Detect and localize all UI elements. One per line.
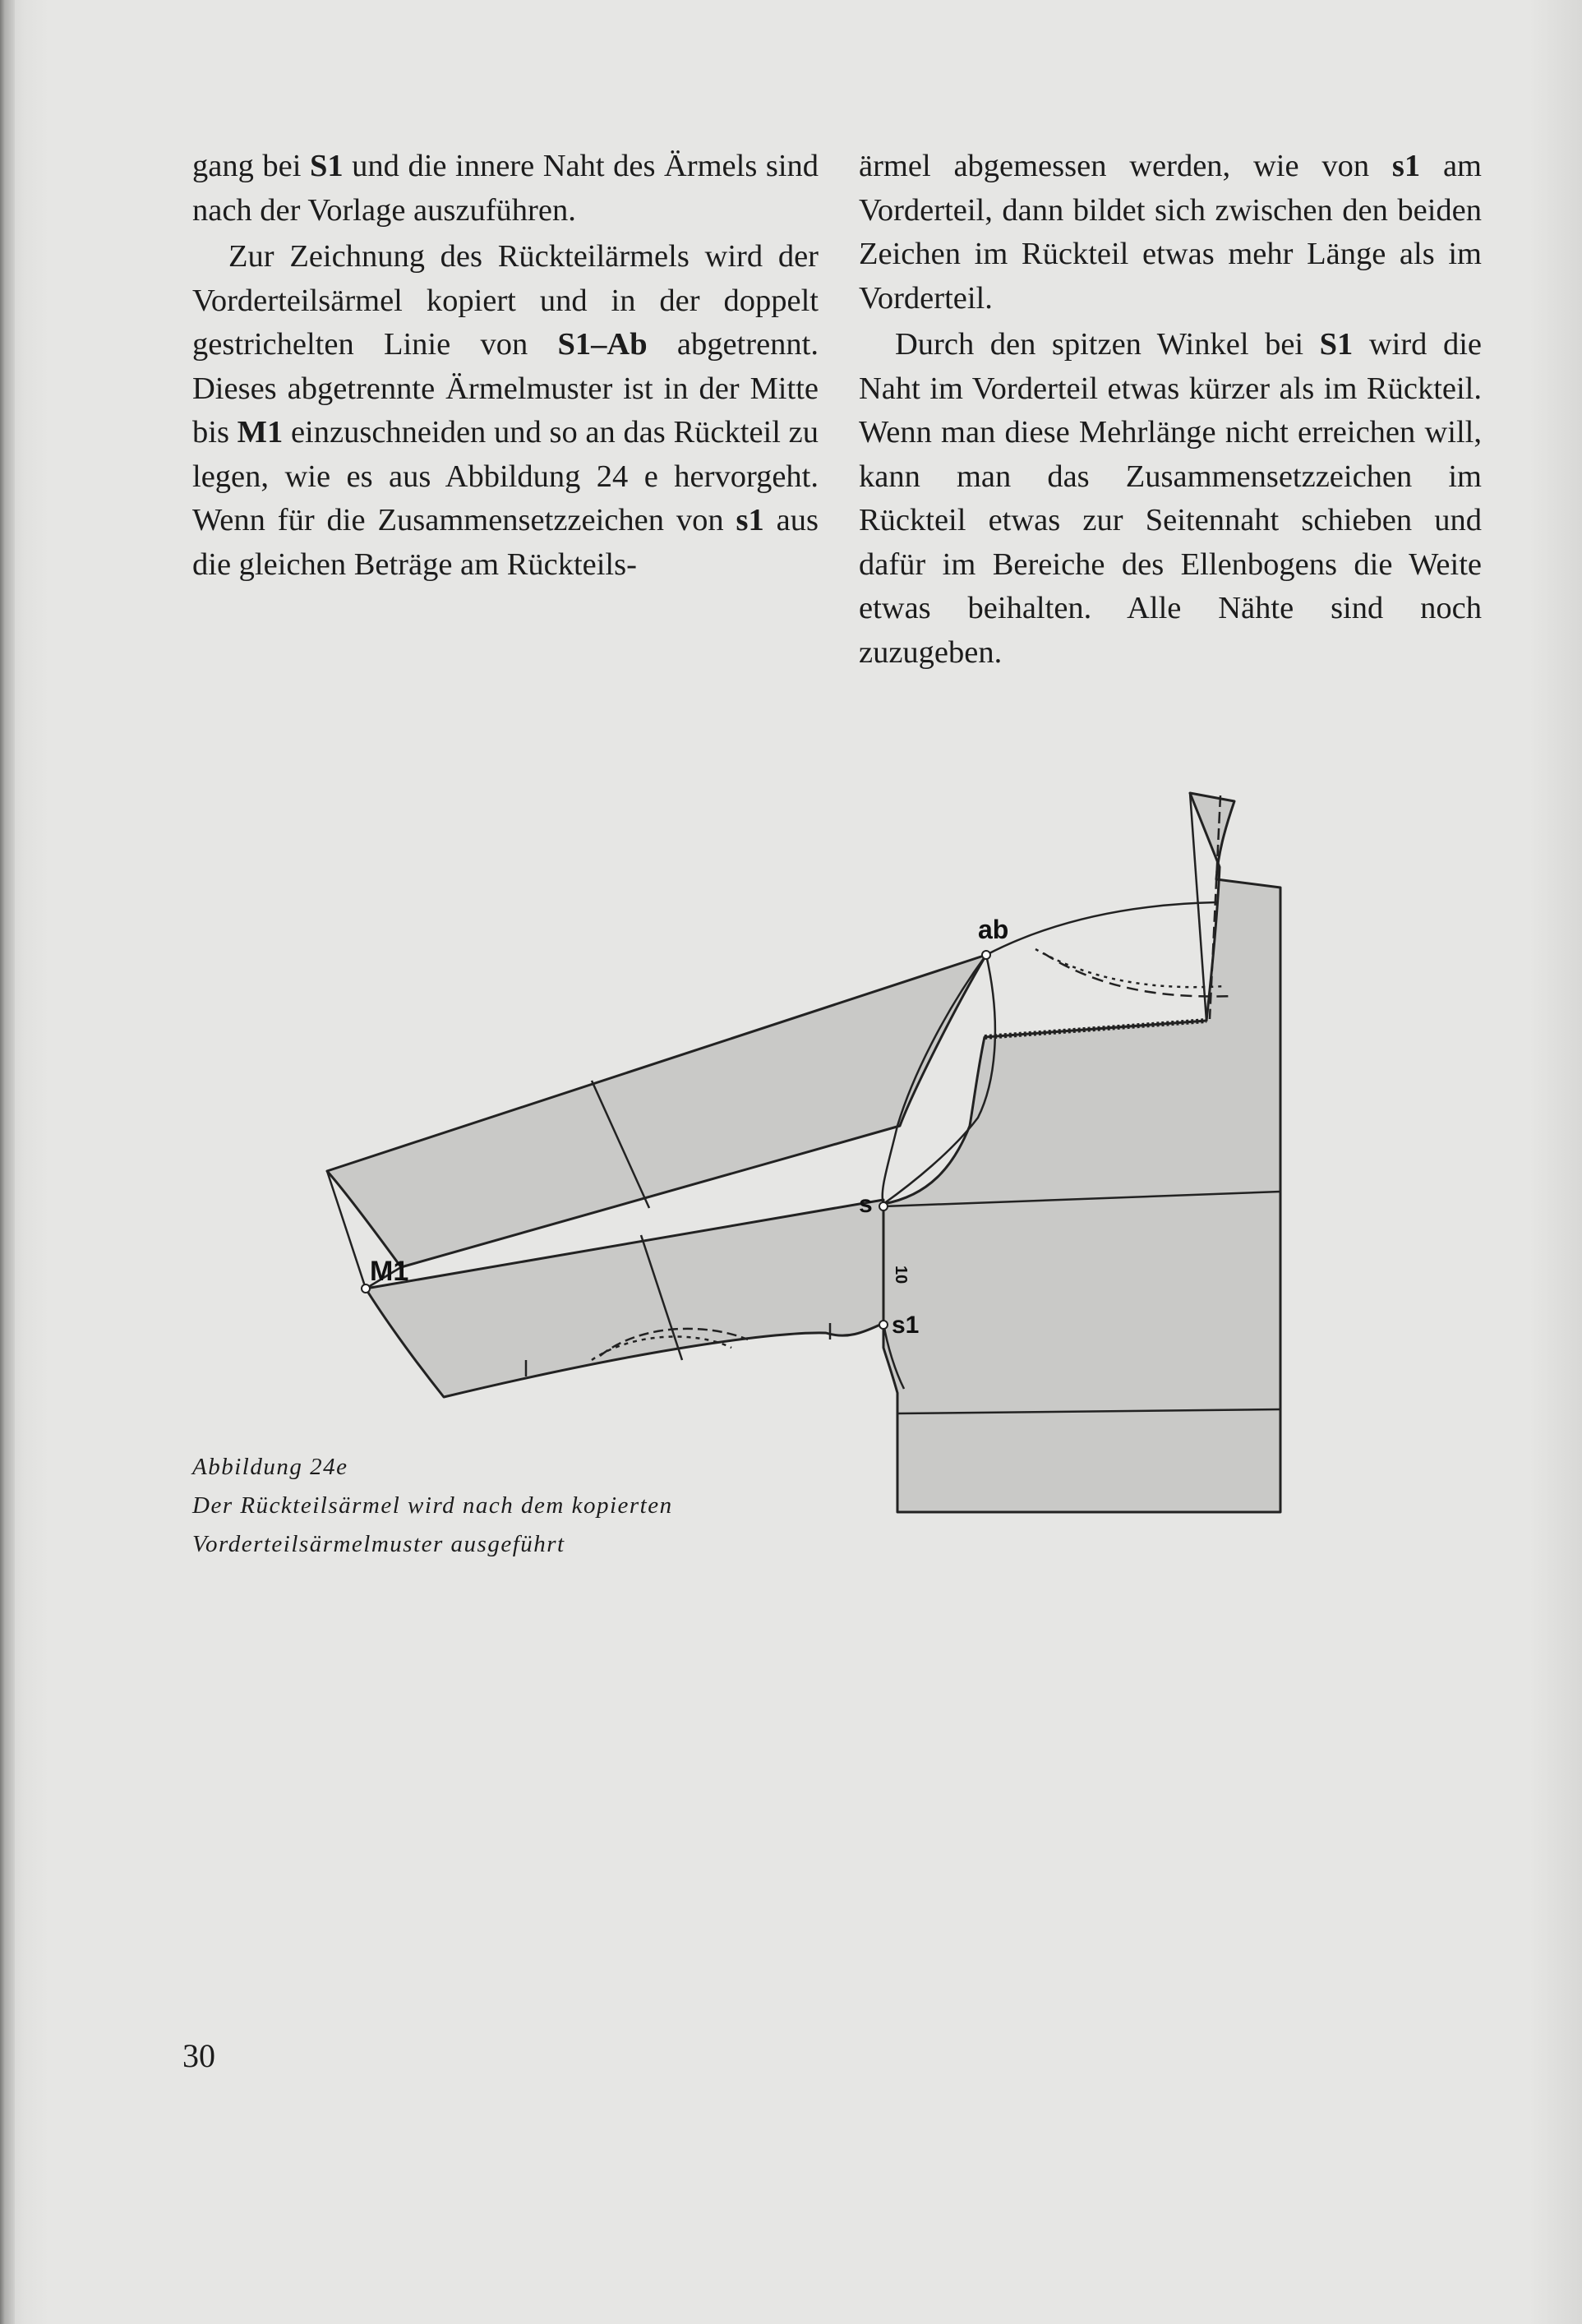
label-ab: ab xyxy=(978,915,1009,944)
caption-title: Abbildung 24e xyxy=(192,1454,348,1480)
label-s: s xyxy=(859,1191,873,1218)
bodice-shape xyxy=(883,793,1280,1512)
text-run-bold: S1–Ab xyxy=(557,327,648,362)
neckline-curve xyxy=(986,902,1216,955)
caption-line: Vorderteilsärmelmuster ausgeführt xyxy=(192,1531,565,1557)
text-run-bold: M1 xyxy=(237,415,284,450)
sleeve-pattern-figure xyxy=(321,781,1307,1524)
text-run: ärmel abgemessen werden, wie von xyxy=(859,149,1392,183)
text-run: Durch den spitzen Winkel bei xyxy=(895,327,1320,362)
point-ab xyxy=(982,951,990,959)
text-run: wird die Naht im Vorderteil etwas kürzer als im Rückteil. Wenn man diese Mehrlänge nicht erreichen will, kann man das Zusammensetzzeichen im Rückteil etwas zur Seitennaht schieben und dafür im Bereiche des Ellenbogens die Weite etwas beihalten. Alle Nähte sind noch zuzugeben. xyxy=(859,327,1482,670)
label-m1: M1 xyxy=(370,1256,409,1287)
text-column-right xyxy=(859,145,1482,675)
text-column-left xyxy=(192,145,819,587)
point-m1 xyxy=(362,1284,370,1293)
paragraph xyxy=(192,145,819,233)
pattern-drawing xyxy=(321,781,1307,1520)
text-run: einzuschneiden und so an das Rückteil zu legen, wie es aus Abbildung 24 e hervorgeht. Wenn für die Zusammensetzzeichen von xyxy=(192,415,819,537)
caption-line: Der Rückteilsärmel wird nach dem kopierten xyxy=(192,1492,673,1519)
text-run-bold: S1 xyxy=(1319,327,1354,362)
text-run: aus die gleichen Beträge am Rückteils- xyxy=(192,503,819,582)
text-run: am Vorderteil, dann bildet sich zwischen den beiden Zeichen im Rückteil etwas mehr Länge als im Vorderteil. xyxy=(859,149,1482,316)
label-10: 10 xyxy=(892,1266,910,1284)
point-s xyxy=(879,1202,888,1210)
text-run-bold: s1 xyxy=(736,503,764,537)
paragraph xyxy=(859,145,1482,320)
binding-edge xyxy=(0,0,15,2324)
figure-caption xyxy=(192,1448,817,1564)
text-run: gang bei xyxy=(192,149,310,183)
point-s1 xyxy=(879,1321,888,1329)
text-run: und die innere Naht des Ärmels sind nach der Vorlage auszuführen. xyxy=(192,149,819,228)
dashed-neckline-2 xyxy=(1035,949,1225,987)
page-number: 30 xyxy=(182,2037,215,2074)
text-run-bold: S1 xyxy=(309,149,344,183)
label-s1: s1 xyxy=(892,1312,920,1339)
text-run-bold: s1 xyxy=(1391,149,1421,183)
paragraph xyxy=(859,323,1482,675)
paragraph xyxy=(192,235,819,587)
text-run: abgetrennt. Dieses abgetrennte Ärmelmuster ist in der Mitte bis xyxy=(192,327,819,450)
text-run: Zur Zeichnung des Rückteilärmels wird der Vorderteilsärmel kopiert und in der doppelt gestrichelten Linie von xyxy=(192,239,819,362)
